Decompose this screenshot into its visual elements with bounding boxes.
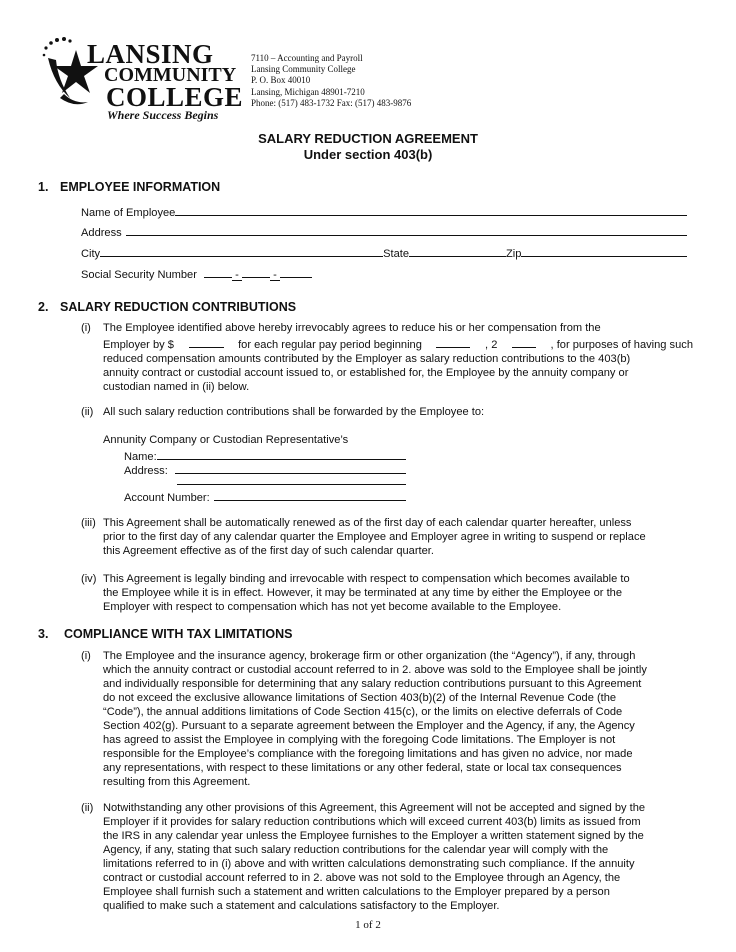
section3-ii-line: Employee shall furnish such a statement and written calculations to the Employer prepared by a person [103,886,610,898]
employee-name-field[interactable] [175,203,687,216]
section1-number: 1. [38,180,49,194]
office-city: Lansing, Michigan 48901-7210 [251,86,365,97]
office-pobox: P. O. Box 40010 [251,75,311,86]
rep-address-field[interactable] [175,461,406,474]
section3-i-line: resulting from this Agreement. [103,776,251,788]
section3-i-line: The Employee and the insurance agency, brokerage firm or other organization (the “Agency”), if any, through [103,650,636,662]
employee-zip-field[interactable] [521,244,687,257]
employee-address-field[interactable] [126,223,687,236]
section2-iii-line3: this Agreement effective as of the first day of such calendar quarter. [103,545,434,557]
section3-ii-line: limitations referred to in (i) above and with written calculations demonstrating such compliance. If the annuity [103,858,635,870]
logo-line-community: COMMUNITY [104,64,237,86]
office-dept: 7110 – Accounting and Payroll [251,53,363,63]
annuity-company-label: Annunity Company or Custodian Representative’s [103,434,349,446]
section3-number: 3. [38,627,49,641]
section3-ii-line: Agency, if any, stating that such salary reduction contributions for the calendar year will comply with the [103,844,609,856]
section3-ii-number: (ii) [81,802,94,814]
section2-i-number: (i) [81,322,91,334]
begin-date-field[interactable] [436,335,470,348]
employee-name-row [81,203,687,220]
section2-i-line1: The Employee identified above hereby irrevocably agrees to reduce his or her compensation from the [103,322,601,334]
section2-iv-line3: Employer with respect to compensation which has not yet become available to the Employee. [103,601,562,613]
employee-city-label: City [81,248,101,260]
section2-iv-line1: This Agreement is legally binding and irrevocable with respect to compensation which becomes available to [103,573,630,585]
employee-ssn-row [81,265,312,282]
section3-ii-line: Notwithstanding any other provisions of this Agreement, this Agreement will not be accepted and signed by the [103,802,646,814]
section3-i-line: which the annuity contract or custodial account referred to in 2. above was sold to the Employee shall be jointly [103,664,647,676]
section3-ii-line: qualified to make such a statement and calculations satisfactory to the Employer. [103,900,500,912]
section3-i-line: any representations, with respect to these limitations or any other federal, state or local tax consequences [103,762,622,774]
page-number: 1 of 2 [355,919,381,931]
rep-account-field[interactable] [214,488,406,501]
section2-iv-paragraph [103,572,693,614]
rep-name-field[interactable] [157,447,406,460]
employee-address-label: Address [81,227,122,239]
section2-ii-text: All such salary reduction contributions shall be forwarded by the Employee to: [103,406,485,418]
college-logo [40,36,244,124]
section3-i-number: (i) [81,650,91,662]
logo-line-lansing: LANSING [87,39,214,69]
section3-ii-line: contract or custodial account referred to in 2. above was not sold to the Employee through an Agency, the [103,872,621,884]
section2-i-line5: custodian named in (ii) below. [103,381,250,393]
office-address [251,53,411,109]
employee-city-field[interactable] [100,244,383,257]
section2-i-paragraph [103,321,693,394]
section2-iii-line2: prior to the first day of any calendar quarter the Employee and Employer agree in writing to suspend or replace [103,531,646,543]
section3-i-line: and individually responsible for determining that any salary reduction contributions pursuant to this Agreement [103,678,642,690]
section2-number: 2. [38,300,49,314]
section2-iii-paragraph [103,516,693,558]
section3-i-line: responsible for the Employee’s compliance with the foregoing limitations and has given no advice, nor made [103,748,633,760]
employee-state-field[interactable] [409,244,506,257]
section3-ii-line: the IRS in any calendar year unless the Employee furnishes to the Employer a written statement signed by the [103,830,644,842]
purposes-label: , for purposes of having such [550,339,693,351]
employee-city-row [81,244,687,261]
section2-iii-line1: This Agreement shall be automatically renewed as of the first day of each calendar quarter hereafter, unless [103,517,632,529]
employee-name-label: Name of Employee [81,207,176,219]
year-prefix-label: , 2 [485,339,498,351]
ssn-separator-2: - [270,268,280,281]
employee-ssn-label: Social Security Number [81,269,197,281]
section2-i-line3: reduced compensation amounts contributed by the Employer as salary reduction contributions to the 403(b) [103,353,631,365]
section2-heading: SALARY REDUCTION CONTRIBUTIONS [60,300,297,314]
section3-i-line: “Code”), the annual additions limitations of Code Section 415(c), or the limits on elective deferrals of Code [103,706,623,718]
office-college: Lansing Community College [251,64,356,75]
ssn-part2-field[interactable] [242,265,270,278]
rep-address-label: Address: [124,465,168,477]
section2-ii-number: (ii) [81,406,94,418]
logo-tagline: Where Success Begins [107,108,219,122]
section3-i-line: do not exceed the exclusive allowance limitations of Section 403(b)(2) of the Internal Revenue Code (the [103,692,617,704]
section2-iv-number: (iv) [81,573,97,585]
employee-state-label: State [383,248,410,260]
employee-address-row [81,223,687,240]
ssn-part1-field[interactable] [204,265,232,278]
section3-ii-line: Employer if it provides for salary reduction contributions which will exceed current 403(b) limits as issued from [103,816,641,828]
employee-zip-label: Zip [506,248,522,260]
section2-iv-line2: the Employee while it is in effect. However, it may be terminated at any time by either the Employee or the [103,587,622,599]
reduction-amount-field[interactable] [189,335,224,348]
section3-i-line: Section 402(g). Pursuant to a separate agreement between the Employer and the Agency, if any, the Agency [103,720,635,732]
section3-ii-paragraph [103,801,693,913]
section3-i-paragraph [103,649,693,789]
section3-heading: COMPLIANCE WITH TAX LIMITATIONS [64,627,293,641]
begin-year-field[interactable] [512,335,536,348]
document-title: SALARY REDUCTION AGREEMENT [258,131,478,146]
section2-i-line2 [103,335,693,352]
ssn-separator-1: - [232,268,242,281]
pay-period-label: for each regular pay period beginning [238,339,422,351]
rep-account-label: Account Number: [124,492,210,504]
ssn-part3-field[interactable] [280,265,312,278]
office-phone-fax: Phone: (517) 483-1732 Fax: (517) 483-9876 [251,97,412,108]
rep-address-line2-field[interactable] [177,474,406,485]
section2-i-line4: annuity contract or custodial account issued to, or established for, the Employee by the annuity company or [103,367,629,379]
section2-iii-number: (iii) [81,517,96,529]
section1-heading: EMPLOYEE INFORMATION [60,180,221,194]
document-subtitle: Under section 403(b) [303,147,433,162]
rep-account-row [124,488,406,505]
section3-i-line: has agreed to assist the Employee in complying with the foregoing Code limitations. The Employer is not [103,734,616,746]
rep-name-label: Name: [124,451,157,463]
employer-by-label: Employer by $ [103,339,174,351]
logo-line-college: COLLEGE [106,82,244,112]
